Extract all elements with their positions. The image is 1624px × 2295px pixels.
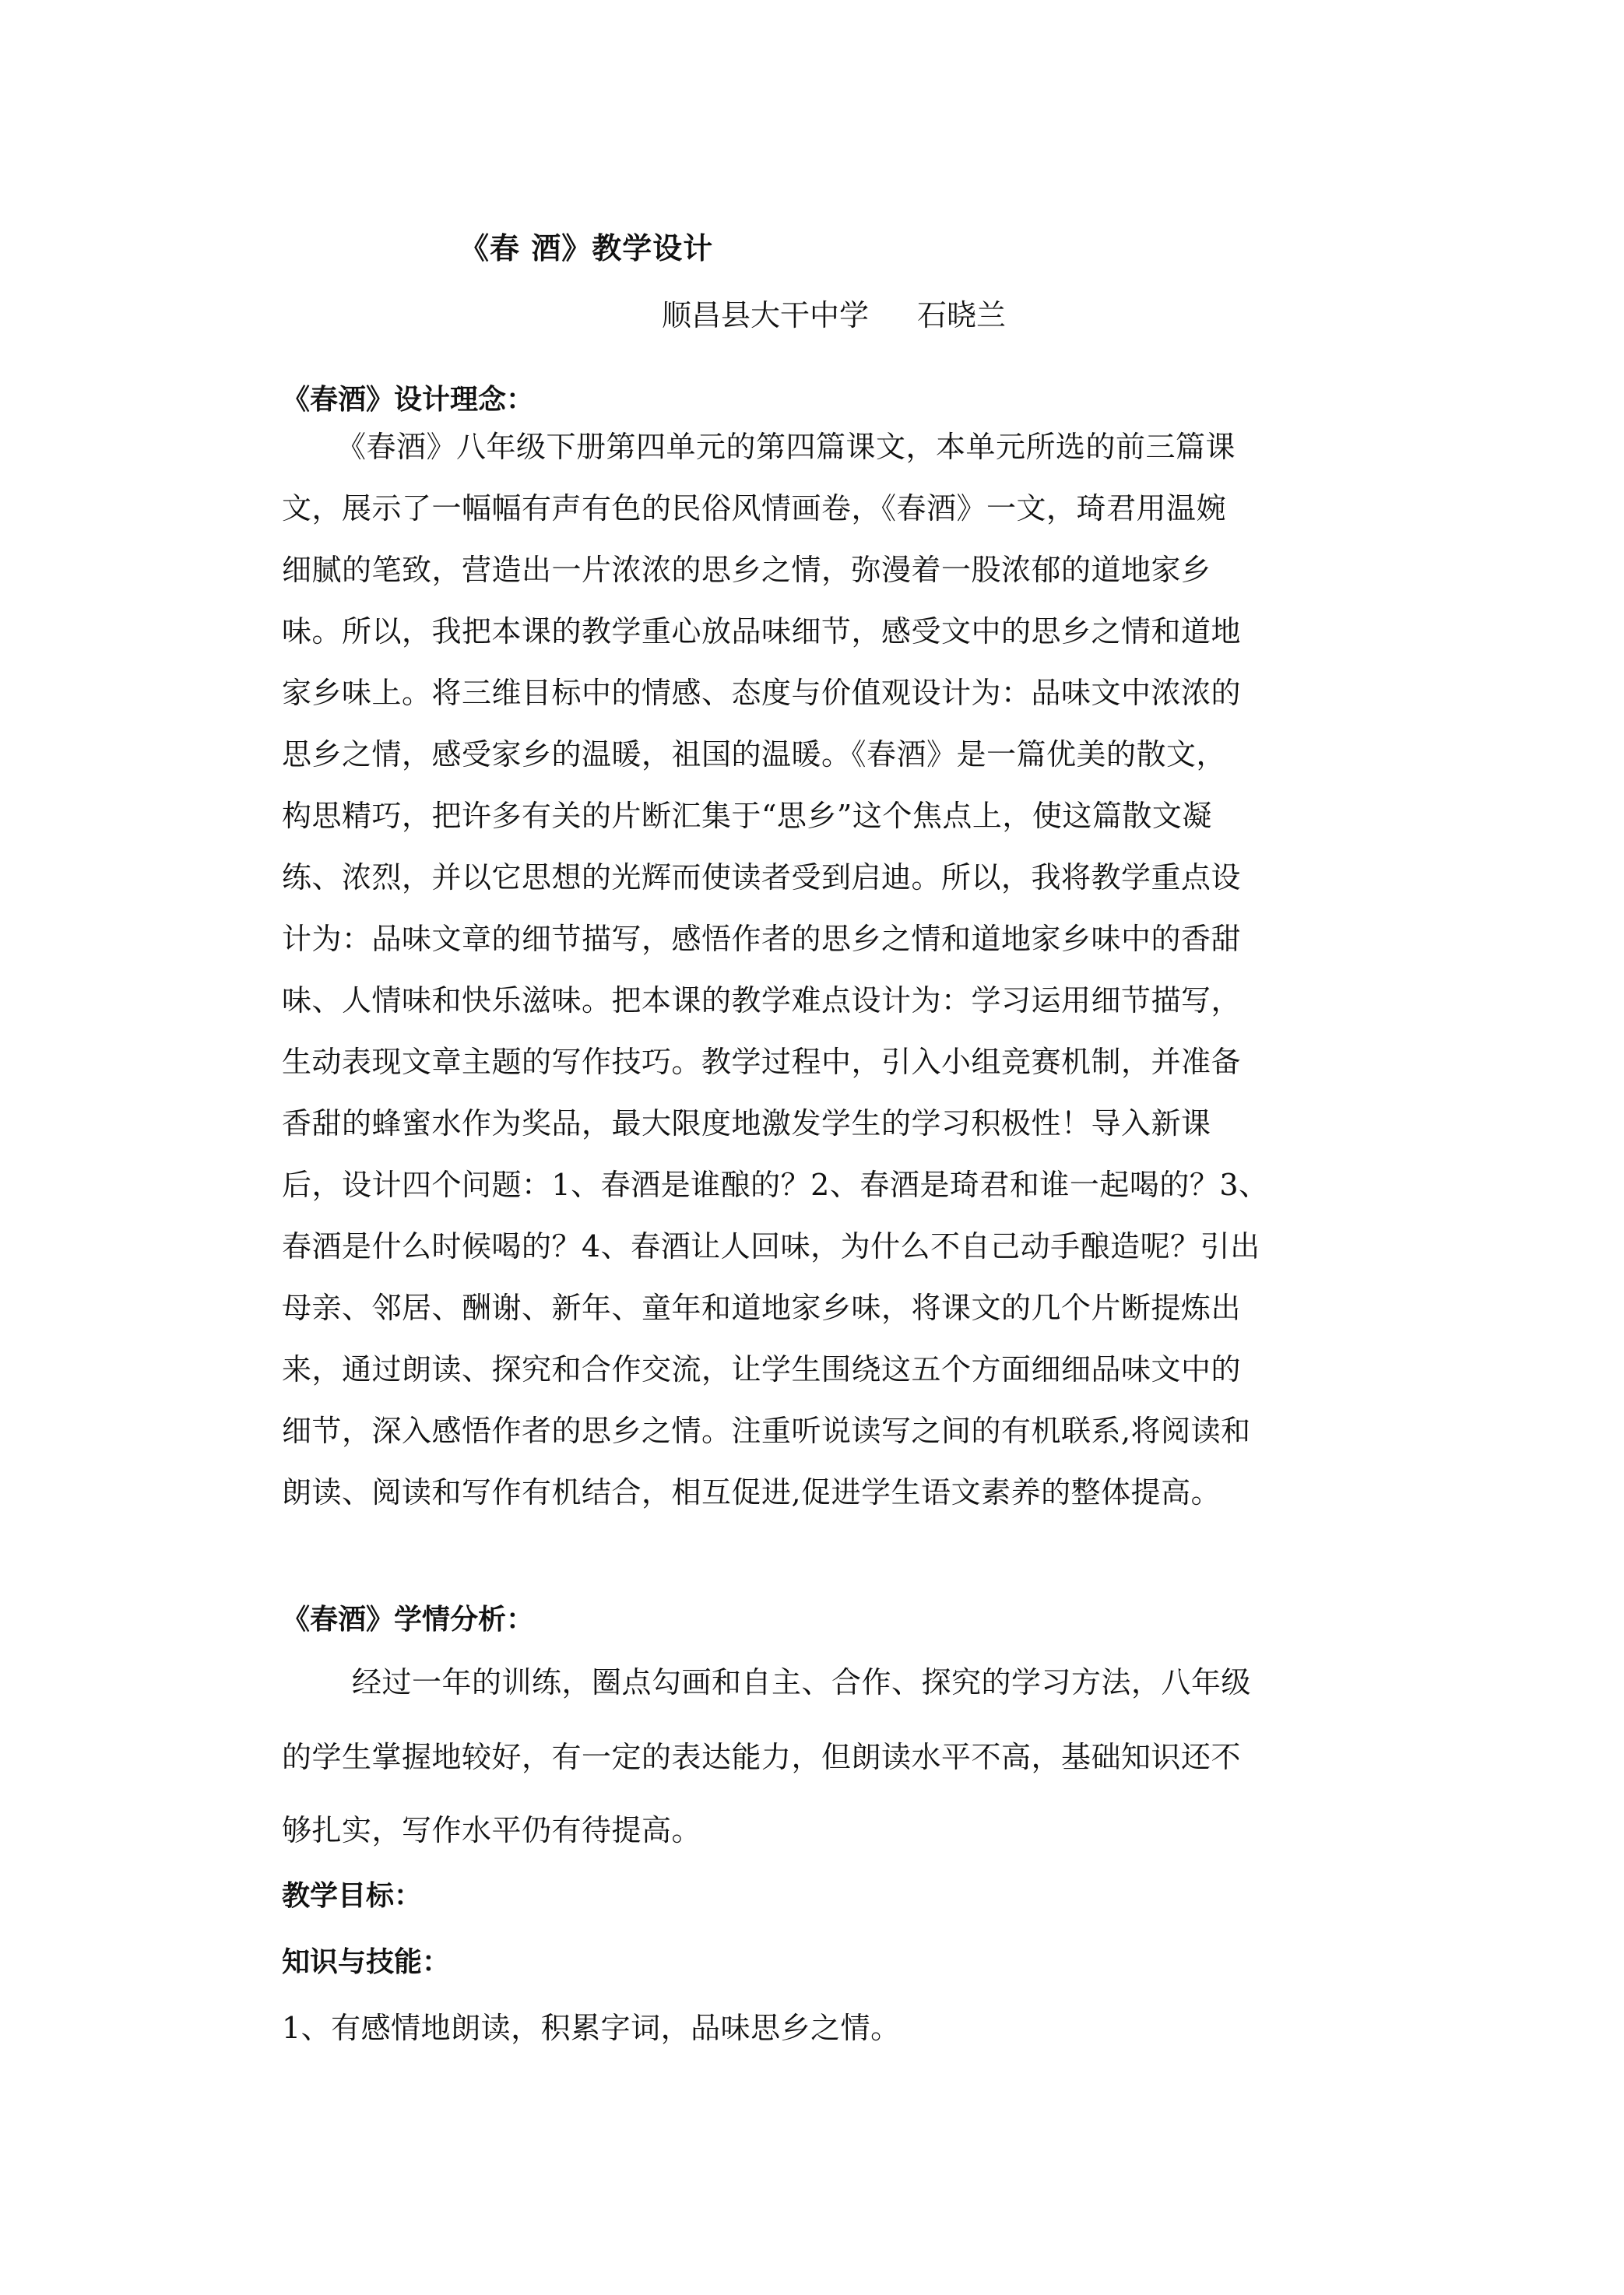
goals-heading: 教学目标： <box>282 1879 423 1912</box>
concept-line: 细节，深入感悟作者的思乡之情。注重听说读写之间的有机联系,将阅读和 <box>282 1414 1251 1448</box>
analysis-line: 经过一年的训练，圈点勾画和自主、合作、探究的学习方法，八年级 <box>352 1665 1252 1699</box>
concept-line: 香甜的蜂蜜水作为奖品，最大限度地激发学生的学习积极性！导入新课 <box>282 1106 1211 1140</box>
concept-line: 朗读、阅读和写作有机结合，相互促进,促进学生语文素养的整体提高。 <box>282 1475 1222 1509</box>
concept-line: 《春酒》八年级下册第四单元的第四篇课文，本单元所选的前三篇课 <box>336 430 1236 464</box>
concept-line: 味。所以，我把本课的教学重心放品味细节，感受文中的思乡之情和道地 <box>282 614 1242 648</box>
analysis-line: 的学生掌握地较好，有一定的表达能力，但朗读水平不高，基础知识还不 <box>282 1740 1242 1774</box>
analysis-line: 够扎实，写作水平仍有待提高。 <box>282 1813 702 1847</box>
concept-line: 练、浓烈，并以它思想的光辉而使读者受到启迪。所以，我将教学重点设 <box>282 860 1242 894</box>
author-line <box>662 291 1006 334</box>
skills-line: 1、有感情地朗读，积累字词，品味思乡之情。 <box>282 2011 901 2045</box>
skills-heading: 知识与技能： <box>282 1945 451 1978</box>
analysis-heading: 《春酒》学情分析： <box>282 1603 535 1636</box>
concept-line: 文，展示了一幅幅有声有色的民俗风情画卷，《春酒》一文，琦君用温婉 <box>282 491 1227 525</box>
concept-line: 思乡之情，感受家乡的温暖，祖国的温暖。《春酒》是一篇优美的散文， <box>282 737 1227 771</box>
concept-line: 生动表现文章主题的写作技巧。教学过程中，引入小组竞赛机制，并准备 <box>282 1045 1242 1079</box>
author-school: 顺昌县大干中学 <box>662 298 870 332</box>
concept-line: 家乡味上。将三维目标中的情感、态度与价值观设计为：品味文中浓浓的 <box>282 676 1242 710</box>
concept-line: 后，设计四个问题：1、春酒是谁酿的？2、春酒是琦君和谁一起喝的？3、 <box>282 1168 1269 1202</box>
concept-line: 母亲、邻居、酬谢、新年、童年和道地家乡味，将课文的几个片断提炼出 <box>282 1291 1242 1325</box>
document-title: 《春 酒》教学设计 <box>459 230 714 265</box>
concept-line: 构思精巧，把许多有关的片断汇集于“思乡”这个焦点上，使这篇散文凝 <box>282 799 1212 833</box>
concept-line: 味、人情味和快乐滋味。把本课的教学难点设计为：学习运用细节描写， <box>282 983 1242 1017</box>
concept-line: 细腻的笔致，营造出一片浓浓的思乡之情，弥漫着一股浓郁的道地家乡 <box>282 553 1211 587</box>
concept-line: 计为：品味文章的细节描写，感悟作者的思乡之情和道地家乡味中的香甜 <box>282 922 1242 956</box>
author-name: 石晓兰 <box>917 298 1007 332</box>
concept-line: 来，通过朗读、探究和合作交流，让学生围绕这五个方面细细品味文中的 <box>282 1352 1242 1386</box>
concept-heading: 《春酒》设计理念： <box>282 383 535 416</box>
concept-line: 春酒是什么时候喝的？4、春酒让人回味，为什么不自己动手酿造呢？引出 <box>282 1229 1260 1263</box>
